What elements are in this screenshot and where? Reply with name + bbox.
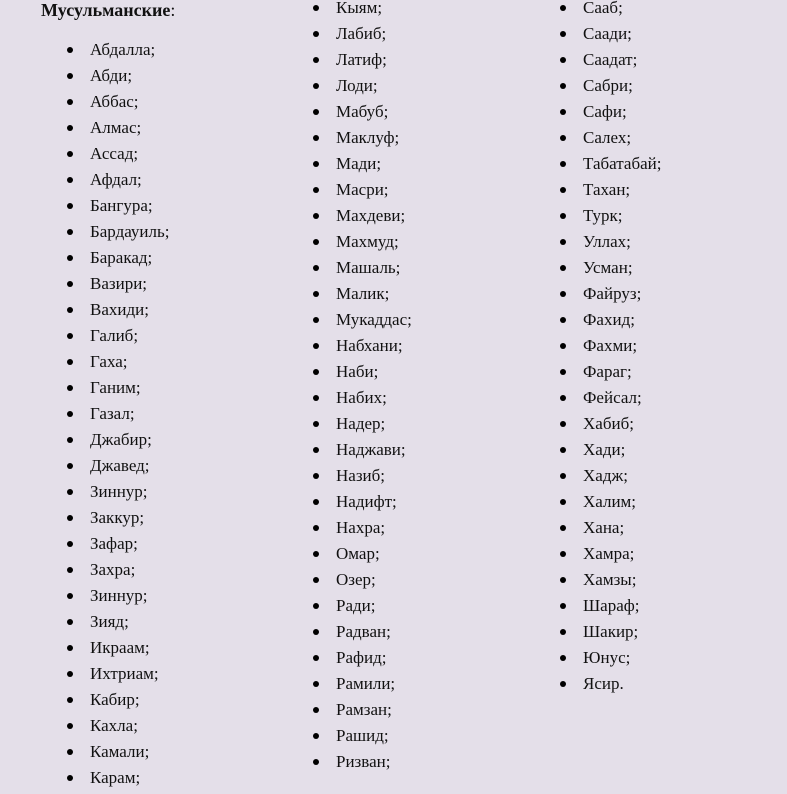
list-item: Ради; [336, 596, 412, 622]
list-item: Сафи; [583, 102, 661, 128]
list-item: Озер; [336, 570, 412, 596]
list-item: Зиннур; [90, 586, 169, 612]
list-item: Абди; [90, 66, 169, 92]
list-item: Галиб; [90, 326, 169, 352]
list-item: Маклуф; [336, 128, 412, 154]
list-item: Нахра; [336, 518, 412, 544]
list-item: Надер; [336, 414, 412, 440]
list-item: Турк; [583, 206, 661, 232]
list-item: Файруз; [583, 284, 661, 310]
list-item: Рафид; [336, 648, 412, 674]
list-item: Хабиб; [583, 414, 661, 440]
list-item: Саадат; [583, 50, 661, 76]
names-list-column-2 [336, 0, 412, 778]
section-title-colon: : [170, 0, 176, 20]
list-item: Машаль; [336, 258, 412, 284]
list-item: Хадж; [583, 466, 661, 492]
list-item: Гаха; [90, 352, 169, 378]
list-item: Наби; [336, 362, 412, 388]
list-item: Кыям; [336, 0, 412, 24]
list-item: Ассад; [90, 144, 169, 170]
list-item: Набхани; [336, 336, 412, 362]
names-list-column-1 [90, 40, 169, 794]
list-item: Камали; [90, 742, 169, 768]
list-item: Хамра; [583, 544, 661, 570]
list-item: Фахми; [583, 336, 661, 362]
list-item: Набих; [336, 388, 412, 414]
list-item: Ганим; [90, 378, 169, 404]
list-item: Баракад; [90, 248, 169, 274]
list-item: Мабуб; [336, 102, 412, 128]
list-item: Бардауиль; [90, 222, 169, 248]
list-item: Захра; [90, 560, 169, 586]
section-heading [41, 0, 175, 21]
list-item: Махмуд; [336, 232, 412, 258]
list-item: Рамили; [336, 674, 412, 700]
list-item: Рамзан; [336, 700, 412, 726]
list-item: Фахид; [583, 310, 661, 336]
list-item: Ризван; [336, 752, 412, 778]
list-item: Вазири; [90, 274, 169, 300]
list-item: Усман; [583, 258, 661, 284]
list-item: Кабир; [90, 690, 169, 716]
list-item: Омар; [336, 544, 412, 570]
list-item: Аббас; [90, 92, 169, 118]
list-item: Шакир; [583, 622, 661, 648]
list-item: Хана; [583, 518, 661, 544]
list-item: Джабир; [90, 430, 169, 456]
list-item: Тахан; [583, 180, 661, 206]
list-item: Малик; [336, 284, 412, 310]
list-item: Икраам; [90, 638, 169, 664]
list-item: Назиб; [336, 466, 412, 492]
list-item: Халим; [583, 492, 661, 518]
list-item: Шараф; [583, 596, 661, 622]
list-item: Латиф; [336, 50, 412, 76]
list-item: Хамзы; [583, 570, 661, 596]
list-item: Уллах; [583, 232, 661, 258]
list-item: Заккур; [90, 508, 169, 534]
list-item: Сааб; [583, 0, 661, 24]
list-item: Афдал; [90, 170, 169, 196]
list-item: Ихтриам; [90, 664, 169, 690]
list-item: Наджави; [336, 440, 412, 466]
list-item: Табатабай; [583, 154, 661, 180]
list-item: Карам; [90, 768, 169, 794]
list-item: Ясир. [583, 674, 661, 700]
list-item: Рашид; [336, 726, 412, 752]
names-list-column-3 [583, 0, 661, 700]
list-item: Джавед; [90, 456, 169, 482]
list-item: Лоди; [336, 76, 412, 102]
list-item: Вахиди; [90, 300, 169, 326]
list-item: Сабри; [583, 76, 661, 102]
list-item: Мади; [336, 154, 412, 180]
list-item: Зафар; [90, 534, 169, 560]
list-item: Абдалла; [90, 40, 169, 66]
list-item: Мукаддас; [336, 310, 412, 336]
list-item: Алмас; [90, 118, 169, 144]
list-item: Масри; [336, 180, 412, 206]
list-item: Юнус; [583, 648, 661, 674]
list-item: Кахла; [90, 716, 169, 742]
list-item: Газал; [90, 404, 169, 430]
list-item: Салех; [583, 128, 661, 154]
list-item: Фараг; [583, 362, 661, 388]
section-title: Мусульманские [41, 0, 171, 20]
list-item: Саади; [583, 24, 661, 50]
list-item: Бангура; [90, 196, 169, 222]
list-item: Хади; [583, 440, 661, 466]
list-item: Зиннур; [90, 482, 169, 508]
list-item: Махдеви; [336, 206, 412, 232]
list-item: Зияд; [90, 612, 169, 638]
list-item: Лабиб; [336, 24, 412, 50]
list-item: Радван; [336, 622, 412, 648]
list-item: Фейсал; [583, 388, 661, 414]
list-item: Надифт; [336, 492, 412, 518]
